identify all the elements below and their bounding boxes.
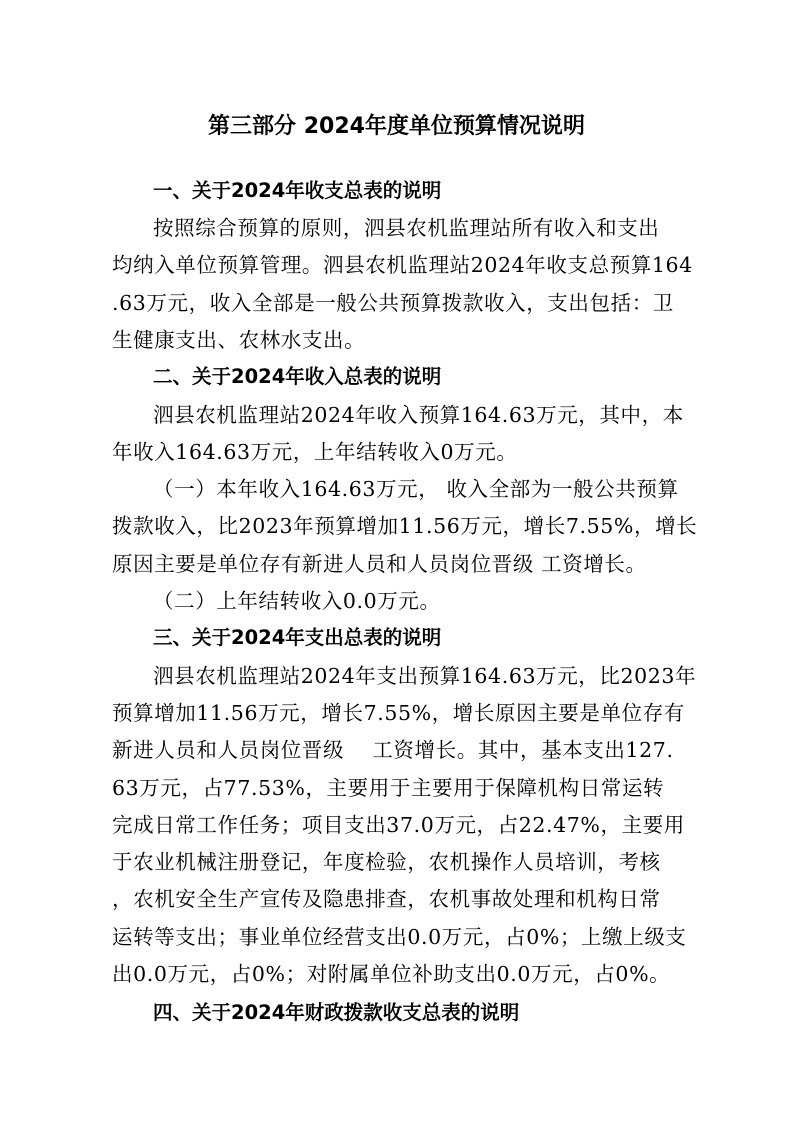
section-heading-3: 三、关于2024年支出总表的说明 — [153, 626, 442, 649]
paragraph-line: 年收入164.63万元，上年结转收入0万元。 — [112, 440, 518, 464]
paragraph-line: 新进人员和人员岗位晋级 工资增长。其中，基本支出127. — [112, 738, 674, 762]
page-title: 第三部分 2024年度单位预算情况说明 — [208, 114, 585, 139]
section-heading-1: 一、关于2024年收支总表的说明 — [153, 179, 442, 202]
paragraph-line: （二）上年结转收入0.0万元。 — [153, 589, 441, 613]
paragraph-line: 均纳入单位预算管理。泗县农机监理站2024年收支总预算164 — [112, 253, 693, 277]
paragraph-line: 按照综合预算的原则，泗县农机监理站所有收入和支出 — [153, 216, 660, 240]
paragraph-line: （一）本年收入164.63万元， 收入全部为一般公共预算 — [153, 477, 679, 501]
paragraph-line: .63万元，收入全部是一般公共预算拨款收入，支出包括：卫 — [112, 291, 674, 315]
paragraph-line: 预算增加11.56万元，增长7.55%，增长原因主要是单位存有 — [112, 701, 685, 725]
paragraph-line: 63万元，占77.53%，主要用于主要用于保障机构日常运转 — [112, 776, 665, 800]
paragraph-line: 出0.0万元，占0%；对附属单位补助支出0.0万元，占0%。 — [112, 962, 671, 986]
paragraph-line: 拨款收入，比2023年预算增加11.56万元，增长7.55%，增长 — [112, 514, 698, 538]
section-heading-2: 二、关于2024年收入总表的说明 — [153, 365, 442, 388]
paragraph-line: 泗县农机监理站2024年收入预算164.63万元，其中，本 — [153, 403, 684, 427]
paragraph-line: 于农业机械注册登记，年度检验，农机操作人员培训，考核 — [112, 850, 661, 874]
paragraph-line: 生健康支出、农林水支出。 — [112, 328, 366, 352]
paragraph-line: 泗县农机监理站2024年支出预算164.63万元，比2023年 — [153, 664, 697, 688]
section-heading-4: 四、关于2024年财政拨款收支总表的说明 — [153, 1001, 520, 1024]
paragraph-line: ，农机安全生产宣传及隐患排查，农机事故处理和机构日常 — [112, 887, 661, 911]
paragraph-line: 原因主要是单位存有新进人员和人员岗位晋级 工资增长。 — [112, 552, 647, 576]
paragraph-line: 完成日常工作任务；项目支出37.0万元，占22.47%，主要用 — [112, 813, 685, 837]
paragraph-line: 运转等支出；事业单位经营支出0.0万元，占0%；上缴上级支 — [112, 925, 687, 949]
